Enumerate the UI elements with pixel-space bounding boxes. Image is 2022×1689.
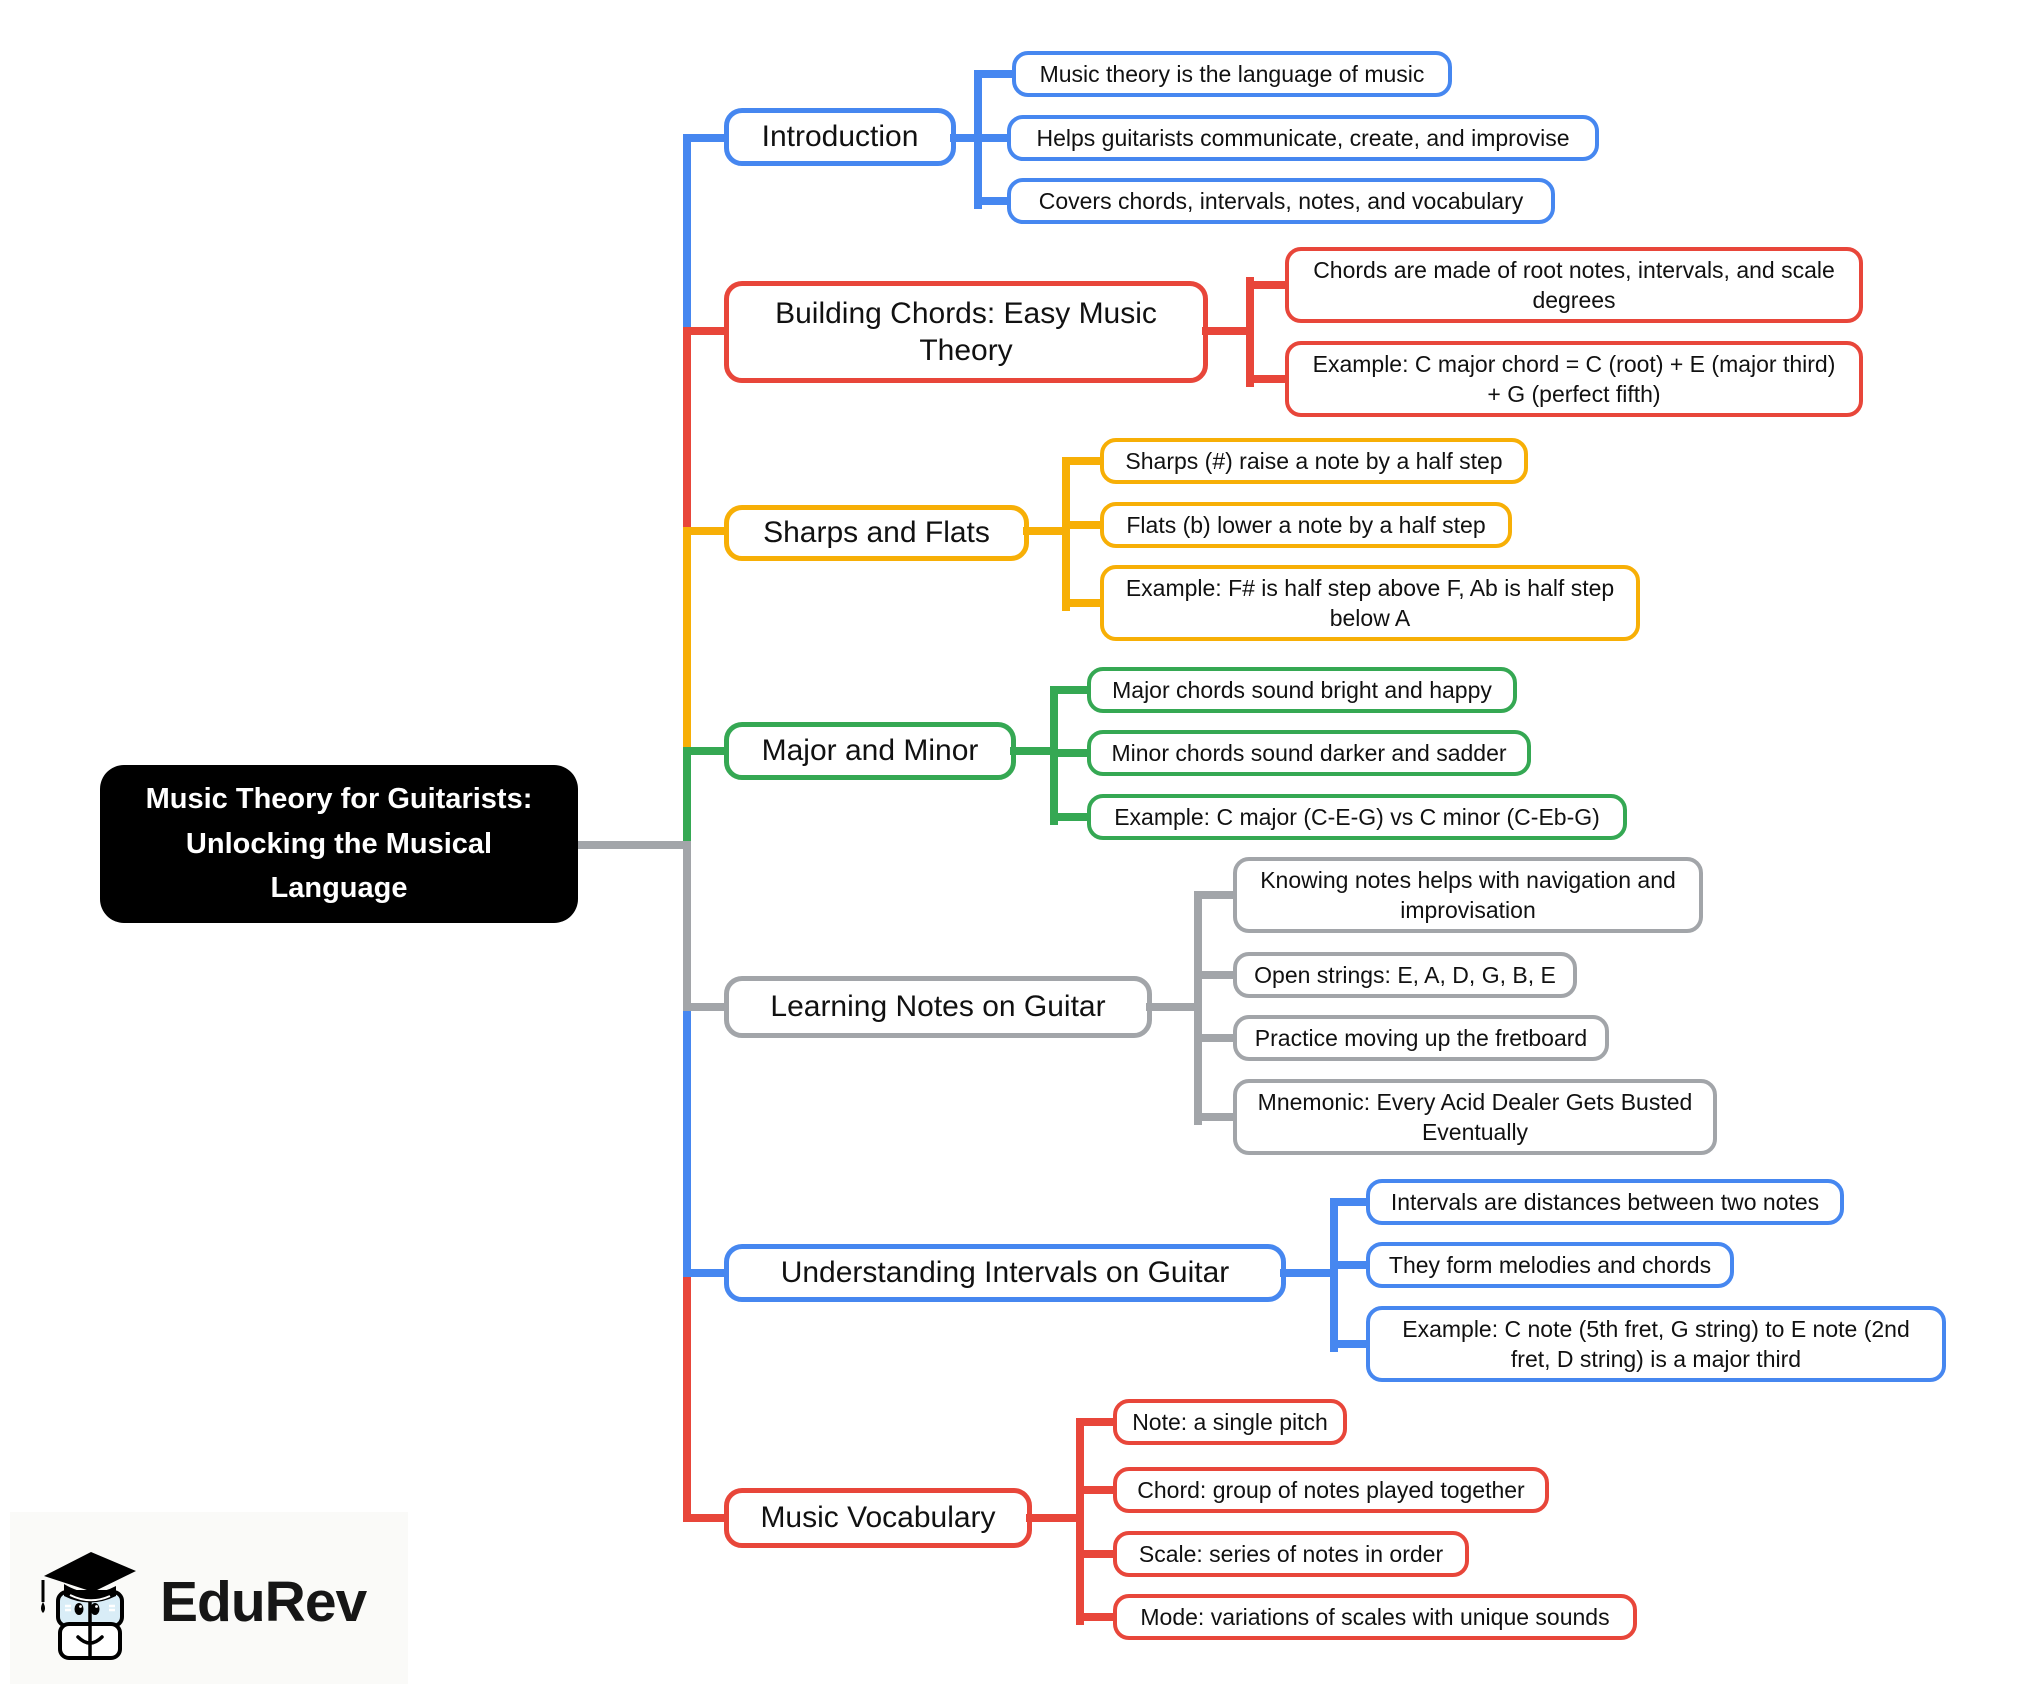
connector: [1076, 1418, 1084, 1625]
leaf-node: Example: F# is half step above F, Ab is half step below A: [1100, 565, 1640, 641]
branch-node-music-vocabulary: Music Vocabulary: [724, 1488, 1032, 1548]
connector-central-to-trunk: [572, 841, 691, 849]
connector: [1066, 599, 1104, 607]
trunk-segment-major-and-minor: [683, 747, 691, 849]
connector: [1054, 749, 1091, 757]
connector: [1198, 891, 1237, 899]
edurev-logo-text: EduRev: [160, 1570, 367, 1634]
leaf-node: Flats (b) lower a note by a half step: [1100, 502, 1512, 548]
leaf-node: Example: C major chord = C (root) + E (major third) + G (perfect fifth): [1285, 341, 1863, 417]
leaf-node: Example: C major (C-E-G) vs C minor (C-Eb-G): [1087, 794, 1627, 840]
connector: [1080, 1550, 1117, 1558]
connector: [1066, 457, 1104, 465]
leaf-node: Practice moving up the fretboard: [1233, 1015, 1609, 1061]
connector-learning-notes: [683, 1003, 729, 1011]
trunk-segment-music-vocabulary: [683, 1269, 691, 1522]
branch-node-sharps-and-flats: Sharps and Flats: [724, 505, 1029, 561]
connector-music-vocabulary: [683, 1514, 729, 1522]
connector-introduction: [683, 134, 729, 142]
connector: [1198, 1034, 1237, 1042]
connector: [1250, 375, 1289, 383]
leaf-node: Note: a single pitch: [1113, 1399, 1347, 1445]
leaf-node: They form melodies and chords: [1366, 1242, 1734, 1288]
leaf-node: Covers chords, intervals, notes, and vocabulary: [1007, 178, 1555, 224]
branch-node-introduction: Introduction: [724, 108, 956, 166]
connector: [1198, 1113, 1237, 1121]
leaf-node: Major chords sound bright and happy: [1087, 667, 1517, 713]
connector-major-and-minor: [683, 747, 729, 755]
connector-sharps-and-flats: [683, 527, 729, 535]
edurev-mascot-icon: [34, 1540, 146, 1664]
leaf-node: Helps guitarists communicate, create, and improvise: [1007, 115, 1599, 161]
leaf-node: Music theory is the language of music: [1012, 51, 1452, 97]
edurev-logo: [34, 1540, 366, 1664]
connector: [1334, 1261, 1370, 1269]
connector-understanding-intervals: [683, 1269, 729, 1277]
leaf-node: Intervals are distances between two notes: [1366, 1179, 1844, 1225]
leaf-node: Chords are made of root notes, intervals, and scale degrees: [1285, 247, 1863, 323]
leaf-node: Mode: variations of scales with unique sounds: [1113, 1594, 1637, 1640]
leaf-node: Scale: series of notes in order: [1113, 1531, 1469, 1577]
branch-node-building-chords: Building Chords: Easy Music Theory: [724, 281, 1208, 383]
leaf-node: Example: C note (5th fret, G string) to E note (2nd fret, D string) is a major third: [1366, 1306, 1946, 1382]
connector: [1066, 521, 1104, 529]
leaf-node: Knowing notes helps with navigation and improvisation: [1233, 857, 1703, 933]
connector: [1080, 1613, 1117, 1621]
connector: [1080, 1486, 1117, 1494]
connector: [1054, 686, 1091, 694]
trunk-segment-building-chords: [683, 327, 691, 535]
leaf-node: Open strings: E, A, D, G, B, E: [1233, 952, 1577, 998]
connector: [978, 70, 1016, 78]
trunk-segment-understanding-intervals: [683, 1003, 691, 1277]
leaf-node: Minor chords sound darker and sadder: [1087, 730, 1531, 776]
trunk-segment-learning-notes: [683, 845, 691, 1011]
leaf-node: Mnemonic: Every Acid Dealer Gets Busted Eventually: [1233, 1079, 1717, 1155]
trunk-segment-introduction: [683, 134, 691, 335]
branch-node-major-and-minor: Major and Minor: [724, 722, 1016, 780]
connector: [1334, 1340, 1370, 1348]
connector: [1198, 971, 1237, 979]
connector: [1194, 891, 1202, 1125]
connector: [1246, 277, 1254, 387]
central-topic-node: Music Theory for Guitarists: Unlocking the Musical Language: [100, 765, 578, 923]
connector: [1330, 1198, 1338, 1352]
connector: [1054, 813, 1091, 821]
leaf-node: Chord: group of notes played together: [1113, 1467, 1549, 1513]
branch-node-understanding-intervals: Understanding Intervals on Guitar: [724, 1244, 1286, 1302]
connector: [1062, 457, 1070, 611]
connector: [1080, 1418, 1117, 1426]
connector-building-chords: [683, 327, 729, 335]
connector: [1250, 281, 1289, 289]
branch-node-learning-notes: Learning Notes on Guitar: [724, 976, 1152, 1038]
connector: [1334, 1198, 1370, 1206]
trunk-segment-sharps-and-flats: [683, 527, 691, 755]
leaf-node: Sharps (#) raise a note by a half step: [1100, 438, 1528, 484]
